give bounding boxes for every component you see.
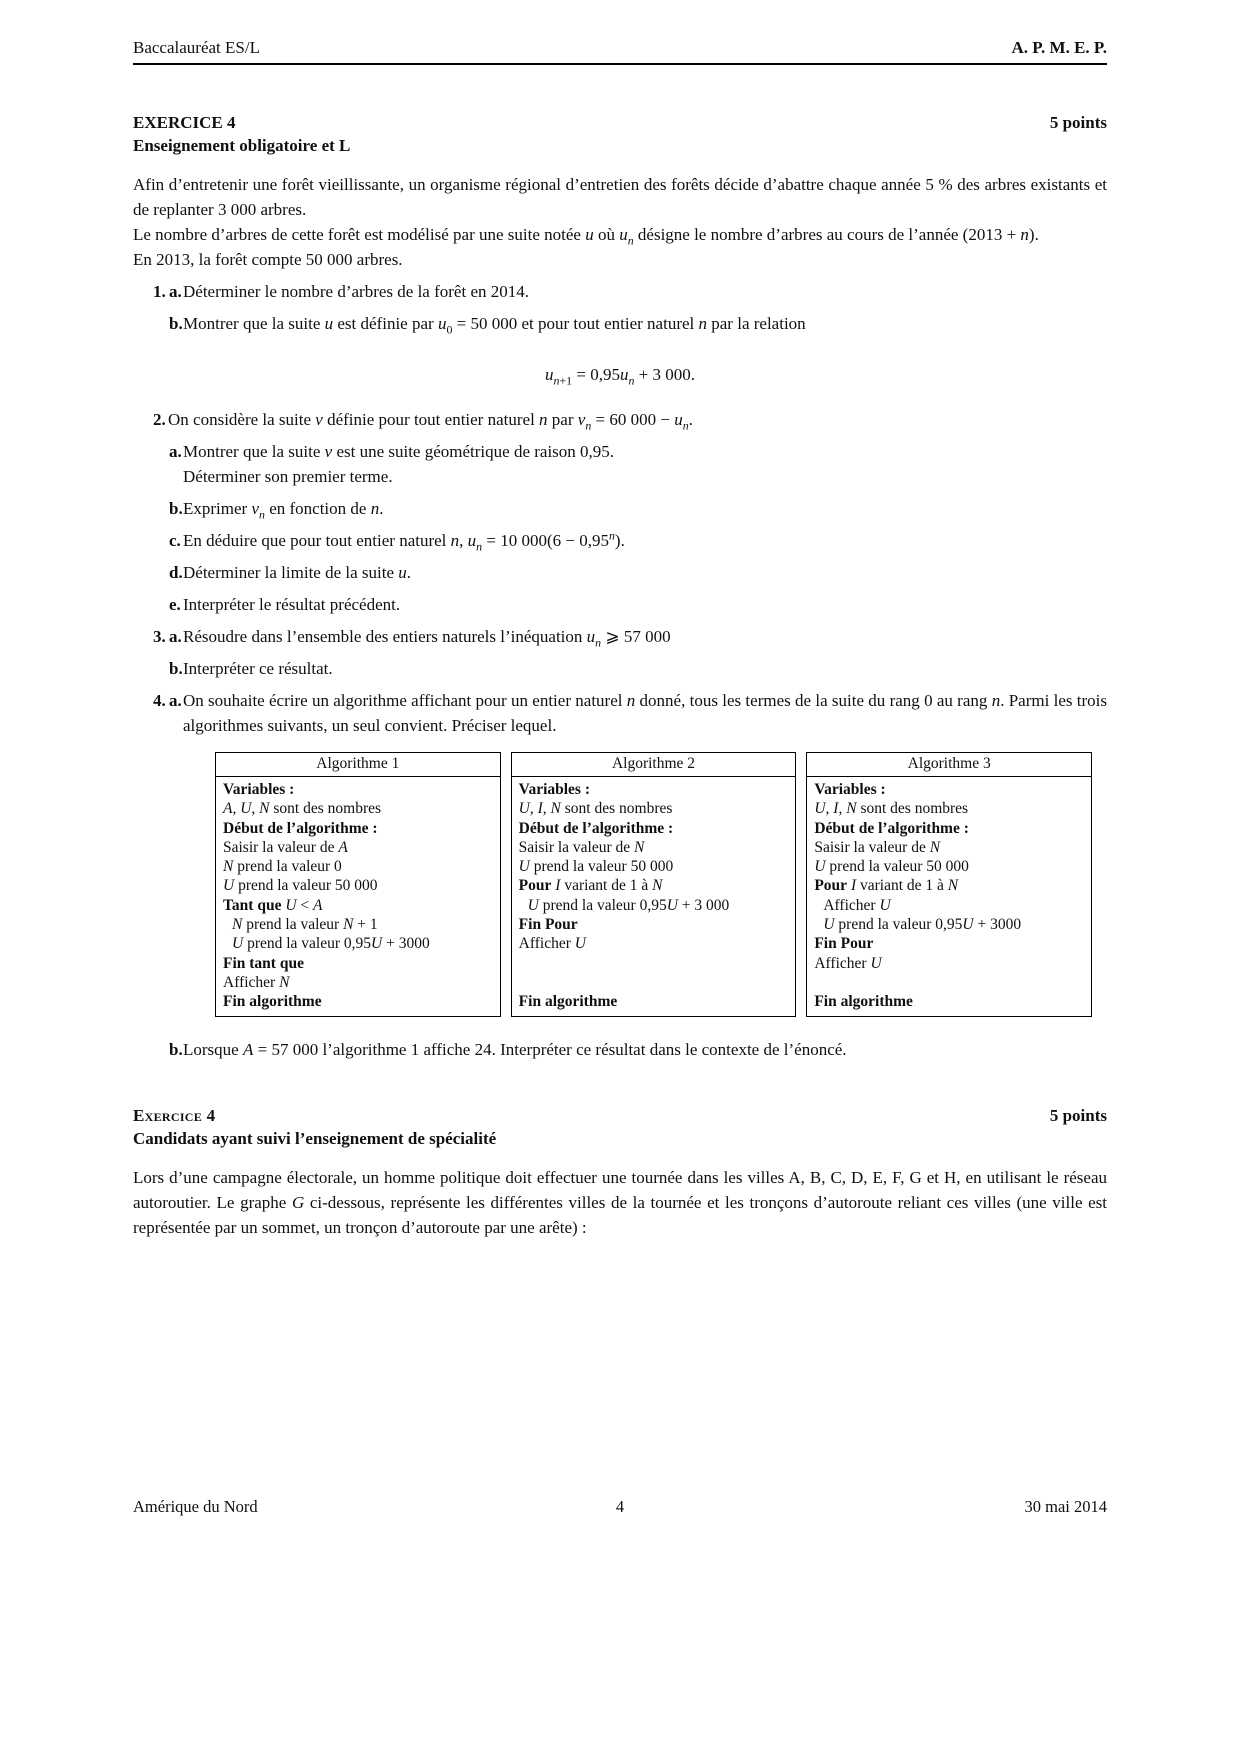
algorithm-line: Pour I variant de 1 à N <box>518 877 663 895</box>
algorithm-line: Afficher U <box>823 896 891 914</box>
question-letter: a. <box>169 691 182 710</box>
footer-left: Amérique du Nord <box>133 1497 258 1516</box>
question-item <box>153 528 1107 553</box>
question-item <box>153 1037 1107 1062</box>
page-header <box>133 0 1107 65</box>
exercise2-title: Exercice 4 <box>133 1105 216 1125</box>
question-list <box>133 279 1107 738</box>
question-letter: b. <box>169 314 183 333</box>
question-text: On considère la suite v définie pour tout entier naturel n par $v_n = 60$ $000 - u_n$. <box>168 410 693 433</box>
exercise2-heading <box>133 1106 1107 1126</box>
intro-paragraph: Lors d’une campagne électorale, un homme politique doit effectuer une tournée dans les villes A, B, C, D, E, F, G et H, en utilisant le réseau autoroutier. Le graphe G ci-dessous, représente les différentes villes de la tournée et les tronçons d’autoroute reliant ces villes (une ville est représentée par un sommet, un tronçon d’autoroute par une arête) : <box>133 1167 1107 1237</box>
question-number: 1. <box>153 282 166 301</box>
question-item <box>153 311 1107 336</box>
question-text: On souhaite écrire un algorithme affichant pour un entier naturel n donné, tous les termes de la suite du rang 0 au rang n. Parmi les trois algorithmes suivants, un seul convient. Préciser lequel. <box>183 691 1108 735</box>
question-text: Montrer que la suite u est définie par $u_0 = 50$ 000 et pour tout entier naturel n par la relation <box>183 314 806 337</box>
algorithm-line: Fin algorithme <box>223 993 322 1011</box>
exercise2-intro <box>133 1165 1107 1240</box>
exercise1-points: 5 points <box>1049 113 1107 132</box>
question-continuation: Déterminer son premier terme. <box>183 467 393 486</box>
algorithm-line <box>519 973 790 992</box>
algorithm-line: U prend la valeur 50 000 <box>518 858 674 876</box>
algorithm-line: Début de l’algorithme : <box>814 819 969 837</box>
algorithm-line: Afficher U <box>518 935 586 953</box>
algorithm-title: Algorithme 1 <box>216 753 500 777</box>
exercise1-heading <box>133 113 1107 133</box>
question-item <box>153 496 1107 521</box>
exercise1-title: EXERCICE 4 <box>133 113 236 132</box>
question-text: Déterminer le nombre d’arbres de la forêt en 2014. <box>183 282 529 301</box>
algorithm-line: Fin algorithme <box>814 993 913 1011</box>
question-letter: a. <box>169 627 182 646</box>
question-text: Résoudre dans l’ensemble des entiers naturels l’inéquation $u_n$ ⩾ 57 000 <box>183 627 671 650</box>
algorithm-line: Variables : <box>223 781 295 798</box>
algorithm-tables <box>215 752 1092 1017</box>
algorithm-line: N prend la valeur 0 <box>223 858 342 876</box>
algorithm-line: Afficher N <box>223 973 290 991</box>
header-left-title: Baccalauréat ES/L <box>133 38 260 57</box>
question-item <box>153 407 1107 432</box>
algorithm-line: U prend la valeur 0,95U + 3 000 <box>527 896 730 914</box>
exercise1-subtitle: Enseignement obligatoire et L <box>133 136 351 155</box>
algorithm-line: Début de l’algorithme : <box>223 819 378 837</box>
page-footer <box>133 1496 1107 1518</box>
header-right-title: A. P. M. E. P. <box>1011 38 1107 57</box>
algorithm-body <box>807 777 1091 1016</box>
intro-paragraph: Afin d’entretenir une forêt vieillissante, un organisme régional d’entretien des forêts décide d’abattre chaque année 5 % des arbres existants et de replanter 3 000 arbres. <box>133 175 1107 219</box>
question-text: Lorsque A = 57 000 l’algorithme 1 affiche 24. Interpréter ce résultat dans le contexte de l’énoncé. <box>183 1039 847 1059</box>
algorithm-line: Fin tant que <box>223 954 304 972</box>
algorithm-line: Afficher U <box>814 954 882 972</box>
question-item <box>153 439 1107 464</box>
footer-right: 30 mai 2014 <box>1024 1497 1107 1516</box>
question-number: 4. <box>153 691 166 710</box>
algorithm-line: Variables : <box>814 781 886 798</box>
algorithm-line: U, I, N sont des nombres <box>518 800 673 818</box>
algorithm-line <box>814 973 1085 992</box>
question-item <box>153 592 1107 617</box>
exercise2-subtitle: Candidats ayant suivi l’enseignement de spécialité <box>133 1128 497 1148</box>
question-text: Interpréter le résultat précédent. <box>183 595 401 614</box>
algorithm-line: U, I, N sont des nombres <box>814 800 969 818</box>
algorithm-line: U prend la valeur 0,95U + 3000 <box>232 935 430 953</box>
algorithm-table <box>215 752 501 1017</box>
question-number: 3. <box>153 627 166 646</box>
algorithm-line: Saisir la valeur de N <box>814 838 941 856</box>
question-letter: e. <box>169 595 181 614</box>
algorithm-table <box>511 752 797 1017</box>
algorithm-title: Algorithme 2 <box>512 753 796 777</box>
question-text: Montrer que la suite v est une suite géométrique de raison 0,95. <box>183 442 615 461</box>
algorithm-line: Fin Pour <box>518 916 578 934</box>
question-text: Exprimer $v_n$ en fonction de n. <box>183 499 384 522</box>
question-letter: b. <box>169 499 183 518</box>
question-item <box>153 560 1107 585</box>
exercise2-points: 5 points <box>1049 1105 1107 1125</box>
equation: $u_{n+1} = 0,95u_n + 3$ 000. <box>545 365 695 388</box>
question-item <box>153 624 1107 649</box>
algorithm-line <box>519 954 790 973</box>
question-text: En déduire que pour tout entier naturel n, $u_n = 10$ $000(6 - 0,95^n)$. <box>183 528 625 554</box>
algorithm-line: Fin Pour <box>814 935 874 953</box>
algorithm-line: Pour I variant de 1 à N <box>814 877 959 895</box>
question-letter: c. <box>169 531 181 550</box>
algorithm-line: Saisir la valeur de A <box>223 838 348 856</box>
question-letter: b. <box>169 1039 183 1059</box>
question-letter: d. <box>169 563 183 582</box>
algorithm-line: U prend la valeur 50 000 <box>814 858 969 876</box>
intro-paragraph: Le nombre d’arbres de cette forêt est modélisé par une suite notée u où $u_n$ désigne le nombre d’arbres au cours de l’année (2013 + n). <box>133 225 1039 248</box>
algorithm-line: A, U, N sont des nombres <box>223 800 382 818</box>
algorithm-line: U prend la valeur 50 000 <box>223 877 378 895</box>
algorithm-title: Algorithme 3 <box>807 753 1091 777</box>
algorithm-body <box>512 777 796 1016</box>
algorithm-table <box>806 752 1092 1017</box>
algorithm-line: Variables : <box>518 781 591 798</box>
question-item <box>153 279 1107 304</box>
algorithm-line: Fin algorithme <box>518 993 618 1011</box>
question-letter: a. <box>169 282 182 301</box>
question-letter: b. <box>169 659 183 678</box>
algorithm-body <box>216 777 500 1016</box>
algorithm-line: N prend la valeur N + 1 <box>232 916 378 934</box>
question-text: Déterminer la limite de la suite u. <box>183 563 412 582</box>
question-item <box>153 688 1107 738</box>
question-item <box>153 656 1107 681</box>
algorithm-line: Saisir la valeur de N <box>518 838 645 856</box>
algorithm-line: Tant que U < A <box>223 896 323 914</box>
question-number: 2. <box>153 410 166 429</box>
exercise1-intro <box>133 172 1107 272</box>
question-letter: a. <box>169 442 182 461</box>
question-text: Interpréter ce résultat. <box>183 659 333 678</box>
algorithm-line: U prend la valeur 0,95U + 3000 <box>823 916 1022 934</box>
footer-page-number: 4 <box>615 1497 625 1516</box>
intro-paragraph: En 2013, la forêt compte 50 000 arbres. <box>133 250 403 269</box>
question-list-after-tables <box>133 1037 1107 1062</box>
algorithm-line: Début de l’algorithme : <box>518 819 674 837</box>
